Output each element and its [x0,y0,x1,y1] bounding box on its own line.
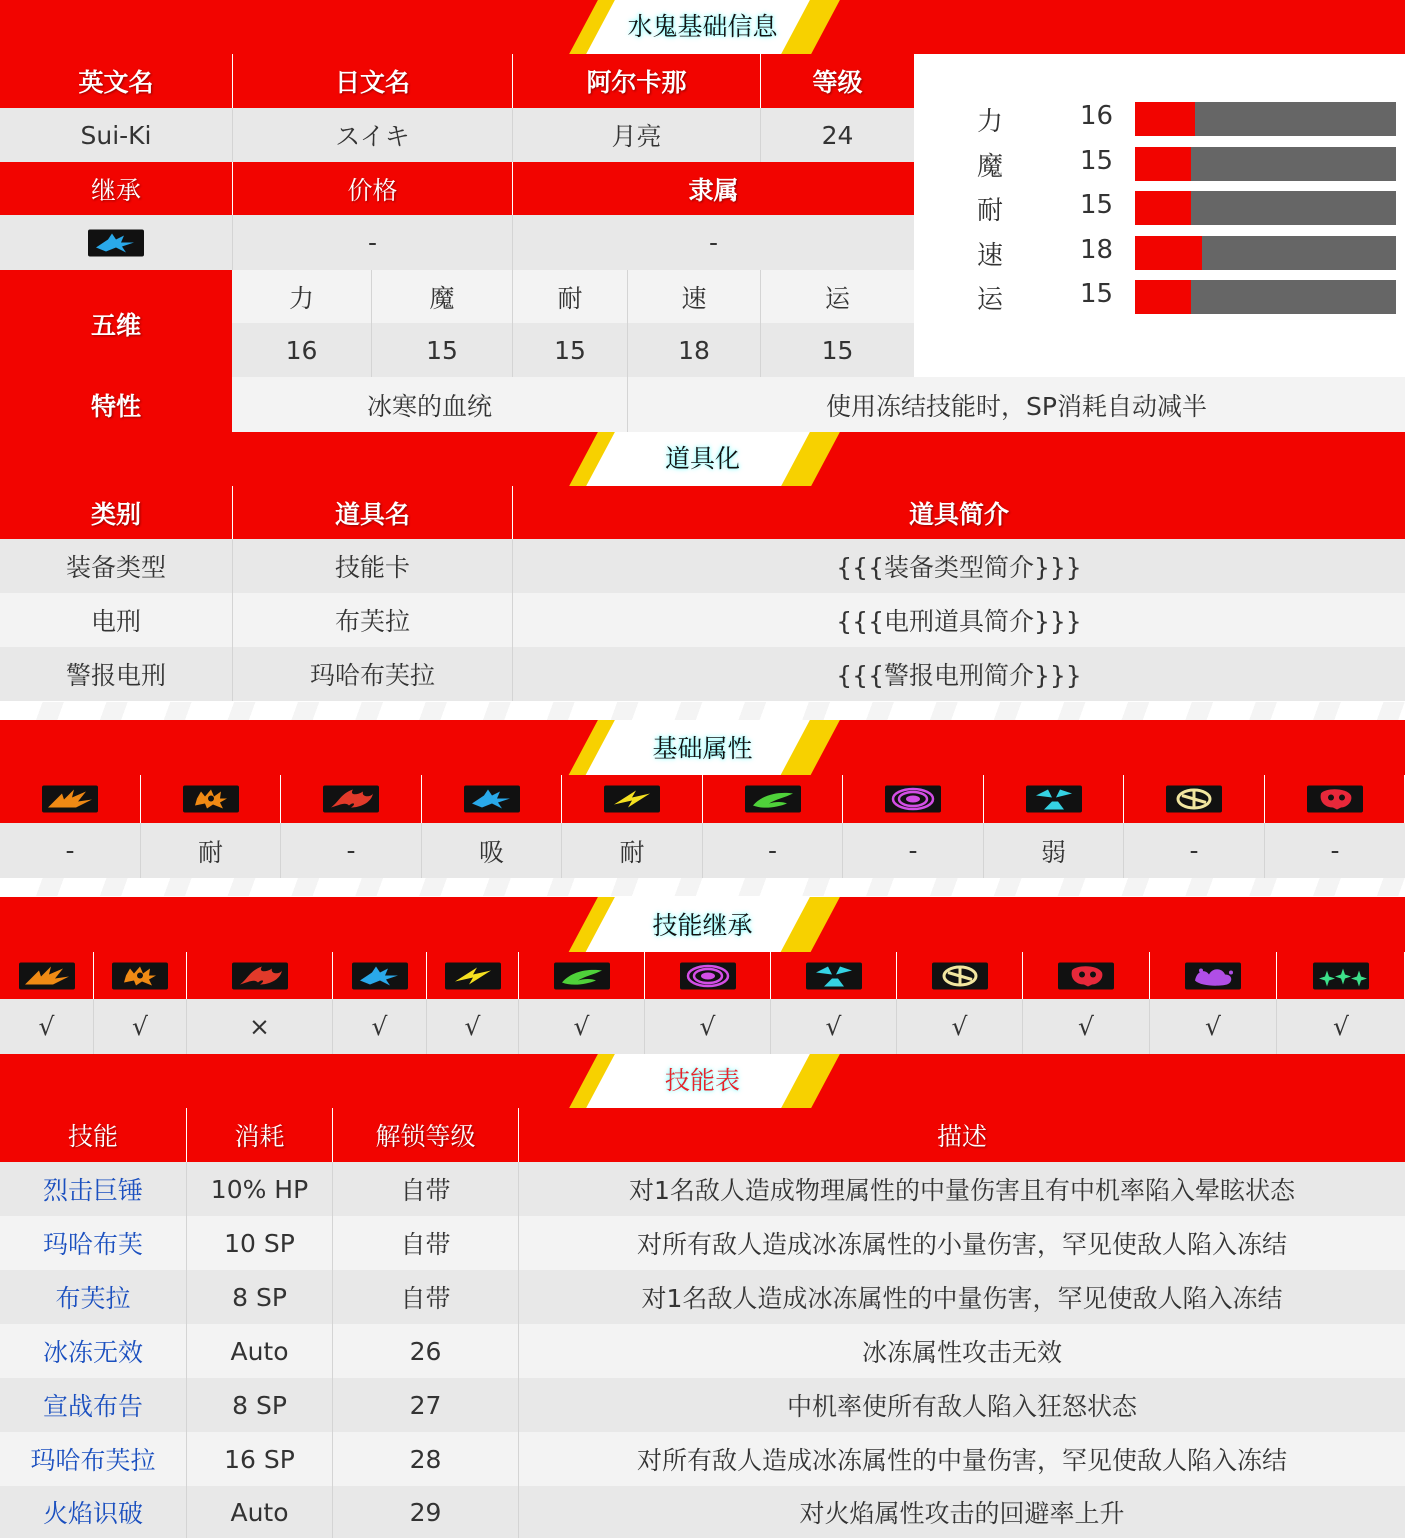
affinity-value: 弱 [984,823,1124,878]
skill-unlock-level: 自带 [333,1162,519,1216]
item-name: 玛哈布芙拉 [233,647,513,701]
header-price: 价格 [233,162,512,215]
skill-unlock-level: 29 [333,1486,519,1538]
affinity-icon-cell [984,775,1123,823]
skill-cost: 10 SP [187,1216,333,1270]
affinity-value: - [703,823,843,878]
inherit-icon-cell [1150,952,1276,999]
stat-bar [1135,236,1396,270]
stat-bar-value: 18 [1080,234,1114,265]
inherit-value: √ [1150,999,1277,1054]
stat-bar [1135,280,1396,314]
stat-value: 15 [513,323,628,377]
skill-description: 冰冻属性攻击无效 [519,1324,1405,1378]
ailment-icon [1185,962,1241,989]
affinity-icon-cell [1124,775,1264,823]
inherit-value: √ [519,999,645,1054]
belong-value: - [513,215,914,270]
header-arcana: 阿尔卡那 [513,54,760,108]
skill-description: 中机率使所有敌人陷入狂怒状态 [519,1378,1405,1432]
skill-cost: 8 SP [187,1270,333,1324]
affinity-value: - [1124,823,1265,878]
header-inherit: 继承 [0,162,232,215]
header-stats: 五维 [0,270,232,377]
stat-bar-label: 速 [977,240,1004,271]
inherit-value: √ [645,999,771,1054]
inherit-value: √ [94,999,187,1054]
stat-bar-label: 魔 [977,151,1004,182]
ice-icon [88,229,144,256]
inherit-icon-cell [519,952,644,999]
psy-icon [885,786,941,813]
inherit-icon-cell [897,952,1022,999]
ice-icon [352,962,408,989]
stat-value: 15 [372,323,513,377]
inherit-icon-cell [1023,952,1149,999]
affinity-value: - [281,823,422,878]
skill-description: 对所有敌人造成冰冻属性的小量伤害，罕见使敌人陷入冻结 [519,1216,1405,1270]
support-icon [1313,962,1369,989]
affinity-icon-cell [843,775,983,823]
affinity-banner [0,720,1405,775]
skill-unlock-level: 26 [333,1324,519,1378]
stat-bar-label: 力 [977,107,1004,137]
item-name: 技能卡 [233,539,513,593]
inherit-icon-cell [1277,952,1404,999]
stat-label: 魔 [372,270,513,323]
stat-value: 16 [232,323,372,377]
stat-bar [1135,147,1396,181]
skill-name-link[interactable]: 烈击巨锤 [0,1162,187,1216]
stat-bar-value: 16 [1080,101,1114,131]
fire-icon [232,962,288,989]
trait-name: 冰寒的血统 [232,377,628,432]
affinity-value: 吸 [422,823,562,878]
affinity-icon-cell [141,775,280,823]
stat-bar-value: 15 [1080,279,1114,309]
trait-description: 使用冻结技能时，SP消耗自动减半 [628,377,1405,432]
header-unlock: 解锁等级 [333,1108,518,1162]
inherit-icon-cell [0,952,93,999]
affinity-icon-cell [1265,775,1404,823]
item-type: 电刑 [0,593,233,647]
item-name: 布芙拉 [233,593,513,647]
affinity-icon-cell [281,775,421,823]
header-en-name: 英文名 [0,54,232,108]
inherit-icon-cell [427,952,518,999]
stat-bar-value: 15 [1080,190,1114,220]
affinity-value: - [1265,823,1405,878]
ice-icon [464,786,520,813]
affinity-icon-cell [562,775,702,823]
skill-description: 对1名敌人造成冰冻属性的中量伤害，罕见使敌人陷入冻结 [519,1270,1405,1324]
header-item-desc: 道具简介 [513,486,1405,539]
stat-value: 15 [761,323,914,377]
jp-name-value: スイキ [233,108,513,162]
item-type: 警报电刑 [0,647,233,701]
skill-cost: 10% HP [187,1162,333,1216]
skill-name-link[interactable]: 玛哈布芙 [0,1216,187,1270]
price-value: - [233,215,513,270]
gun-icon [183,786,239,813]
item-type: 装备类型 [0,539,233,593]
stat-label: 速 [628,270,761,323]
stat-value: 18 [628,323,761,377]
wind-icon [554,962,610,989]
stat-label: 运 [761,270,914,323]
nuclear-icon [1026,786,1082,813]
stat-bar-fill [1135,102,1195,136]
affinity-title: 基础属性 [652,734,753,763]
bless-icon [1166,786,1222,813]
affinity-icon-cell [0,775,140,823]
skill-unlock-level: 27 [333,1378,519,1432]
wind-icon [745,786,801,813]
physical-icon [19,962,75,989]
skill-description: 对火焰属性攻击的回避率上升 [519,1486,1405,1538]
header-level: 等级 [761,54,914,108]
items-title: 道具化 [664,444,740,473]
skill-name-link[interactable]: 宣战布告 [0,1378,187,1432]
skill-cost: Auto [187,1324,333,1378]
item-description: {{{警报电刑简介}}} [513,647,1405,701]
inherit-icon-cell [187,952,332,999]
items-banner [0,432,1405,486]
stat-label: 耐 [513,270,628,323]
header-trait: 特性 [0,377,232,432]
stat-bar-label: 耐 [977,196,1004,226]
arcana-value: 月亮 [513,108,761,162]
inherit-value: √ [427,999,519,1054]
affinity-value: - [0,823,141,878]
skill-unlock-level: 28 [333,1432,519,1486]
fire-icon [323,786,379,813]
en-name-value: Sui-Ki [0,108,233,162]
curse-icon [1307,786,1363,813]
skill-cost: 16 SP [187,1432,333,1486]
skills-banner [0,1054,1405,1108]
header-jp-name: 日文名 [233,54,512,108]
inherit-value: √ [771,999,897,1054]
stat-bar [1135,191,1396,225]
inherit-icon-cell [94,952,186,999]
header-cost: 消耗 [187,1108,332,1162]
electric-icon [604,786,660,813]
inherit-value: √ [1277,999,1405,1054]
header-belong: 隶属 [513,162,914,215]
skills-title: 技能表 [664,1066,740,1095]
affinity-value: 耐 [562,823,703,878]
stat-bar-fill [1135,236,1202,270]
physical-icon [42,786,98,813]
affinity-icon-cell [703,775,842,823]
basic-info-title: 水鬼基础信息 [627,12,778,41]
header-description: 描述 [519,1108,1405,1162]
basic-info-banner [0,0,1405,54]
inherit-icon-cell [645,952,770,999]
gun-icon [112,962,168,989]
stat-bar-label: 运 [977,285,1004,315]
header-skill: 技能 [0,1108,186,1162]
inherit-value: × [187,999,333,1054]
affinity-value: 耐 [141,823,281,878]
electric-icon [445,962,501,989]
item-description: {{{装备类型简介}}} [513,539,1405,593]
skill-unlock-level: 自带 [333,1216,519,1270]
curse-icon [1058,962,1114,989]
stat-bar-value: 15 [1080,145,1114,176]
header-item-name: 道具名 [233,486,512,539]
skill-name-link[interactable]: 布芙拉 [0,1270,187,1324]
inherit-icon-cell [771,952,896,999]
header-item-type: 类别 [0,486,232,539]
bless-icon [932,962,988,989]
nuclear-icon [806,962,862,989]
skill-description: 对1名敌人造成物理属性的中量伤害且有中机率陷入晕眩状态 [519,1162,1405,1216]
inherit-value: √ [897,999,1023,1054]
inherit-value [0,215,233,270]
affinity-icon-cell [422,775,561,823]
inherit-value: √ [0,999,94,1054]
psy-icon [680,962,736,989]
affinity-value: - [843,823,984,878]
stat-label: 力 [232,270,372,323]
inherit-banner [0,897,1405,952]
skill-cost: 8 SP [187,1378,333,1432]
inherit-title: 技能继承 [652,911,753,940]
inherit-icon-cell [333,952,426,999]
item-description: {{{电刑道具简介}}} [513,593,1405,647]
skill-unlock-level: 自带 [333,1270,519,1324]
skill-name-link[interactable]: 玛哈布芙拉 [0,1432,187,1486]
stat-bar [1135,102,1396,136]
skill-name-link[interactable]: 火焰识破 [0,1486,187,1538]
stat-bar-fill [1135,191,1191,225]
inherit-value: √ [333,999,427,1054]
inherit-value: √ [1023,999,1150,1054]
level-value: 24 [761,108,914,162]
skill-cost: Auto [187,1486,333,1538]
stat-bar-fill [1135,147,1191,181]
stat-bar-fill [1135,280,1191,314]
background-pattern [0,702,1405,720]
background-pattern [0,878,1405,896]
skill-name-link[interactable]: 冰冻无效 [0,1324,187,1378]
skill-description: 对所有敌人造成冰冻属性的中量伤害，罕见使敌人陷入冻结 [519,1432,1405,1486]
